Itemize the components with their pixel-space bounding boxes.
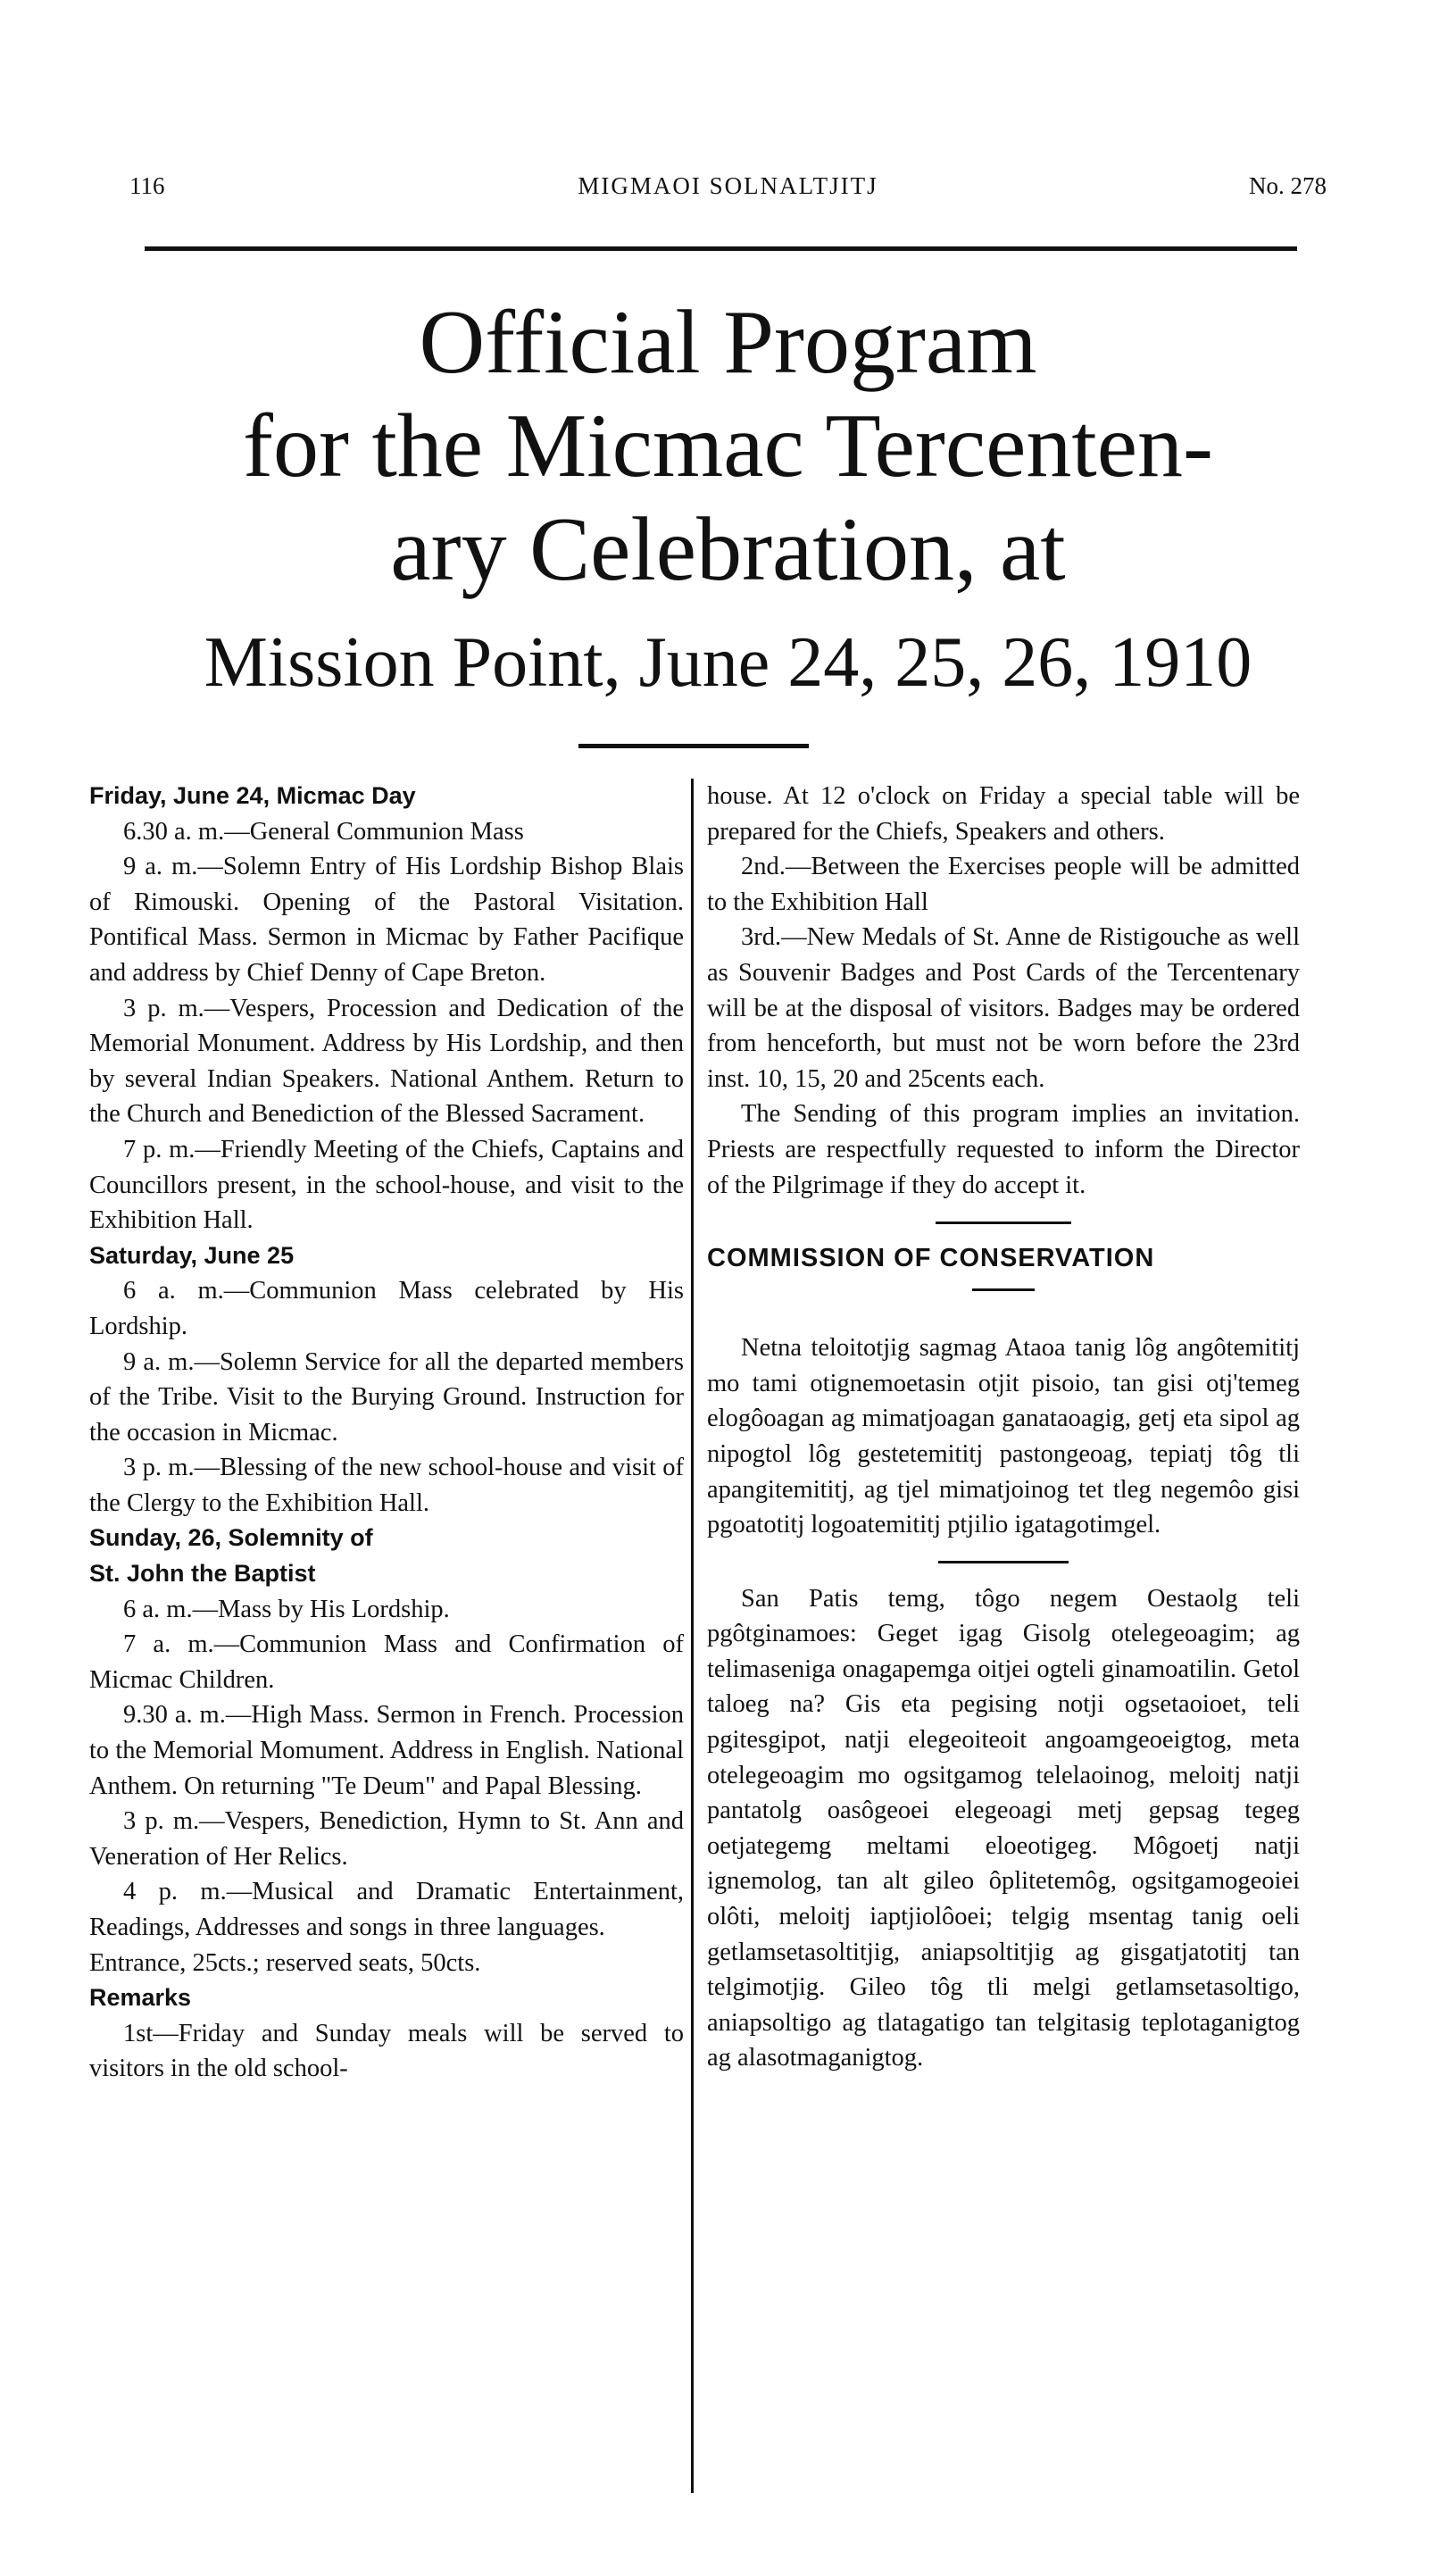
program-item: 9 a. m.—Solemn Entry of His Lordship Bishop Blais of Rimouski. Opening of the Pastoral Visitation. Pontifical Mass. Sermon in Micmac by Father Pacifique and address by Chief Denny of Cape Breton. — [89, 853, 684, 987]
remark-second: 2nd.—Between the Exercises people will be admitted to the Exhibition Hall — [707, 853, 1300, 916]
program-item: 4 p. m.—Musical and Dramatic Entertainment, Readings, Addresses and songs in three languages. — [89, 1878, 684, 1941]
commission-paragraph: Netna teloitotjig sagmag Ataoa tanig lôg angôtemititj mo tami otignemoetasin otjit pisoio, tan gisi otj'temeg elogôoagan ag mimatjoagan ganataoagig, getj eta sipol ag nipogtol lôg gestetemititj pastongeoag, tepiatj tôg tli apangitemititj, ag tjel mimatjoinog tet tleg negemôo gisi pgoatotitj logoatemititj ptjilio igatagotimgel. — [707, 1334, 1300, 1539]
remark-third: 3rd.—New Medals of St. Anne de Ristigouche as well as Souvenir Badges and Post Cards of the Tercentenary will be at the disposal of visitors. Badges may be ordered from henceforth, but must not be worn before the 23rd inst. 10, 15, 20 and 25cents each. — [707, 923, 1300, 1093]
program-item: 7 p. m.—Friendly Meeting of the Chiefs, Captains and Councillors present, in the school-house, and visit to the Exhibition Hall. — [89, 1135, 684, 1235]
program-item: 6 a. m.—Mass by His Lordship. — [123, 1595, 450, 1623]
saturday-heading: Saturday, June 25 — [89, 1241, 295, 1269]
program-item: 9 a. m.—Solemn Service for all the departed members of the Tribe. Visit to the Burying Ground. Instruction for the occasion in Micmac. — [89, 1347, 684, 1447]
friday-heading: Friday, June 24, Micmac Day — [89, 782, 416, 809]
program-item: 6.30 a. m.—General Communion Mass — [123, 817, 524, 846]
left-column — [89, 779, 684, 2087]
section-rule — [936, 1221, 1071, 1224]
program-item: 7 a. m.—Communion Mass and Confirmation of Micmac Children. — [89, 1630, 684, 1694]
program-item: 6 a. m.—Communion Mass celebrated by His Lordship. — [89, 1277, 684, 1340]
program-item: 3 p. m.—Vespers, Benediction, Hymn to St. Ann and Veneration of Her Relics. — [89, 1807, 684, 1871]
remark-first-continued: house. At 12 o'clock on Friday a special table will be prepared for the Chiefs, Speakers and others. — [707, 782, 1300, 846]
section-rule-short — [972, 1288, 1035, 1291]
title-line-3: ary Celebration, at — [390, 499, 1066, 600]
remark-first: 1st—Friday and Sunday meals will be served to visitors in the old school- — [89, 2019, 684, 2083]
right-column — [707, 779, 1300, 2076]
main-title — [71, 291, 1385, 602]
title-dateline: Mission Point, June 24, 25, 26, 1910 — [204, 623, 1252, 702]
header-rule — [145, 246, 1297, 251]
sunday-heading: Sunday, 26, Solemnity of — [89, 1524, 373, 1552]
journal-name: MIGMAOI SOLNALTJITJ — [578, 172, 878, 199]
issue-number: No. 278 — [1249, 172, 1327, 199]
remark-closing: The Sending of this program implies an invitation. Priests are respectfully requested to inform the Director of the Pilgrimage if they do accept it. — [707, 1100, 1300, 1199]
page-number: 116 — [129, 172, 165, 199]
program-item: 9.30 a. m.—High Mass. Sermon in French. Procession to the Memorial Momument. Address in English. National Anthem. On returning "Te Deum" and Papal Blessing. — [89, 1701, 684, 1800]
sunday-heading-saint: St. John the Baptist — [89, 1560, 316, 1588]
program-item: 3 p. m.—Vespers, Procession and Dedication of the Memorial Monument. Address by His Lordship, and then by several Indian Speakers. National Anthem. Return to the Church and Benediction of the Blessed Sacrament. — [89, 994, 684, 1129]
section-rule-long — [938, 1561, 1069, 1563]
entrance-fees: Entrance, 25cts.; reserved seats, 50cts. — [89, 1948, 481, 1977]
commission-heading: COMMISSION OF CONSERVATION — [707, 1244, 1155, 1273]
title-line-1: Official Program — [419, 292, 1037, 393]
remarks-heading: Remarks — [89, 1984, 192, 2012]
title-rule — [578, 744, 809, 748]
running-header — [129, 172, 1327, 208]
program-item: 3 p. m.—Blessing of the new school-house and visit of the Clergy to the Exhibition Hall. — [89, 1454, 684, 1517]
commission-paragraph: San Patis temg, tôgo negem Oestaolg teli pgôtginamoes: Geget igag Gisolg otelegeoagim; ag telimaseniga onagapemga oitjei ogteli ginamoatilin. Getol taloeg na? Gis eta pegising notji ogsetaoioet, teli pgitesgipot, natji elegeoiteoit angoamgeoeigtog, meta otelegeoagim mo ogsitgamog telelaoinog, meloitj natji pantatolg oasôgeoei elegeoagi metj gepsag tegeg oetjategemg meltami eloeotigeg. Môgoetj natji ignemolog, tan alt gileo ôplitetemôg, ogsitgamogeoiei olôti, meloitj iaptjiolôoei; telgig msentag tanig oeli getlamsetasoltitjig, aniapsoltitjig ag gisgatjatotitj tan telgimotjig. Gileo tôg tli melgi getlamsetasoltigo, aniapsoltigo ag tlatagatigo tan telgitasig teplotaganigtog ag alasotmaganigtog. — [707, 1584, 1300, 2072]
column-divider — [691, 779, 694, 2493]
title-line-2: for the Micmac Tercenten- — [243, 396, 1213, 496]
